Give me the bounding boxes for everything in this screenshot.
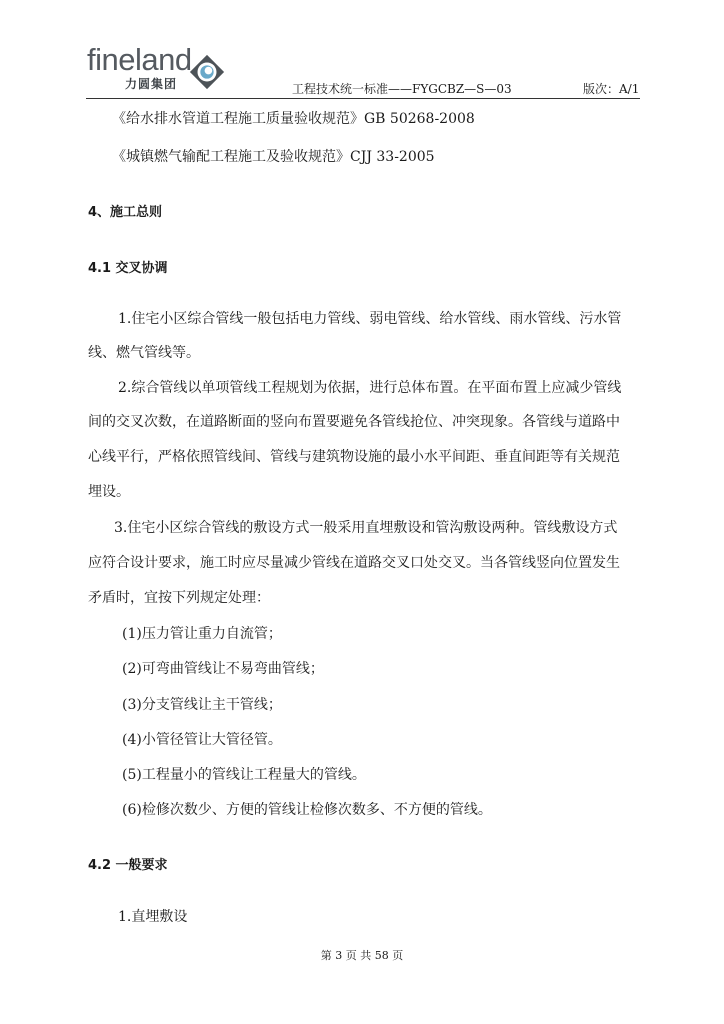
list-item: (6)检修次数少、方便的管线让检修次数多、不方便的管线。: [122, 802, 492, 818]
paragraph-line: 3.住宅小区综合管线的敷设方式一般采用直埋敷设和管沟敷设两种。管线敷设方式: [114, 520, 618, 536]
list-item: (2)可弯曲管线让不易弯曲管线；: [122, 661, 324, 677]
paragraph-line: 间的交叉次数，在道路断面的竖向布置要避免各管线抢位、冲突现象。各管线与道路中: [88, 414, 620, 430]
paragraph-line: 2.综合管线以单项管线工程规划为依据，进行总体布置。在平面布置上应减少管线: [118, 380, 622, 396]
header-divider: [86, 98, 640, 99]
paragraph-line: 1.住宅小区综合管线一般包括电力管线、弱电管线、给水管线、雨水管线、污水管: [118, 311, 622, 327]
subsection-heading: 4.1 交叉协调: [88, 261, 168, 276]
list-item: (5)工程量小的管线让工程量大的管线。: [122, 767, 366, 783]
list-item: (1)压力管让重力自流管；: [122, 626, 282, 642]
section-heading: 4、施工总则: [88, 205, 163, 220]
paragraph-line: 心线平行，严格依照管线间、管线与建筑物设施的最小水平间距、垂直间距等有关规范: [88, 449, 620, 465]
subsection-heading: 4.2 一般要求: [88, 858, 168, 873]
paragraph-line: 1.直埋敷设: [118, 909, 188, 925]
reference-line: 《给水排水管道工程施工质量验收规范》GB 50268-2008: [112, 111, 475, 127]
company-logo-icon: [188, 53, 226, 91]
reference-line: 《城镇燃气输配工程施工及验收规范》CJJ 33-2005: [112, 149, 435, 165]
company-logo-text: fineland: [87, 42, 192, 77]
company-logo-chinese: 力圆集团: [125, 77, 178, 91]
paragraph-line: 矛盾时，宜按下列规定处理：: [88, 590, 270, 606]
paragraph-line: 应符合设计要求，施工时应尽量减少管线在道路交叉口处交叉。当各管线竖向位置发生: [88, 555, 620, 571]
header-version: 版次：A/1: [583, 82, 640, 96]
paragraph-line: 埋设。: [88, 484, 130, 500]
header-standard-code: 工程技术统一标准——FYGCBZ—S—03: [292, 82, 512, 96]
list-item: (4)小管径管让大管径管。: [122, 732, 282, 748]
page-number: 第 3 页 共 58 页: [320, 949, 404, 962]
paragraph-line: 线、燃气管线等。: [88, 345, 200, 361]
list-item: (3)分支管线让主干管线；: [122, 697, 282, 713]
